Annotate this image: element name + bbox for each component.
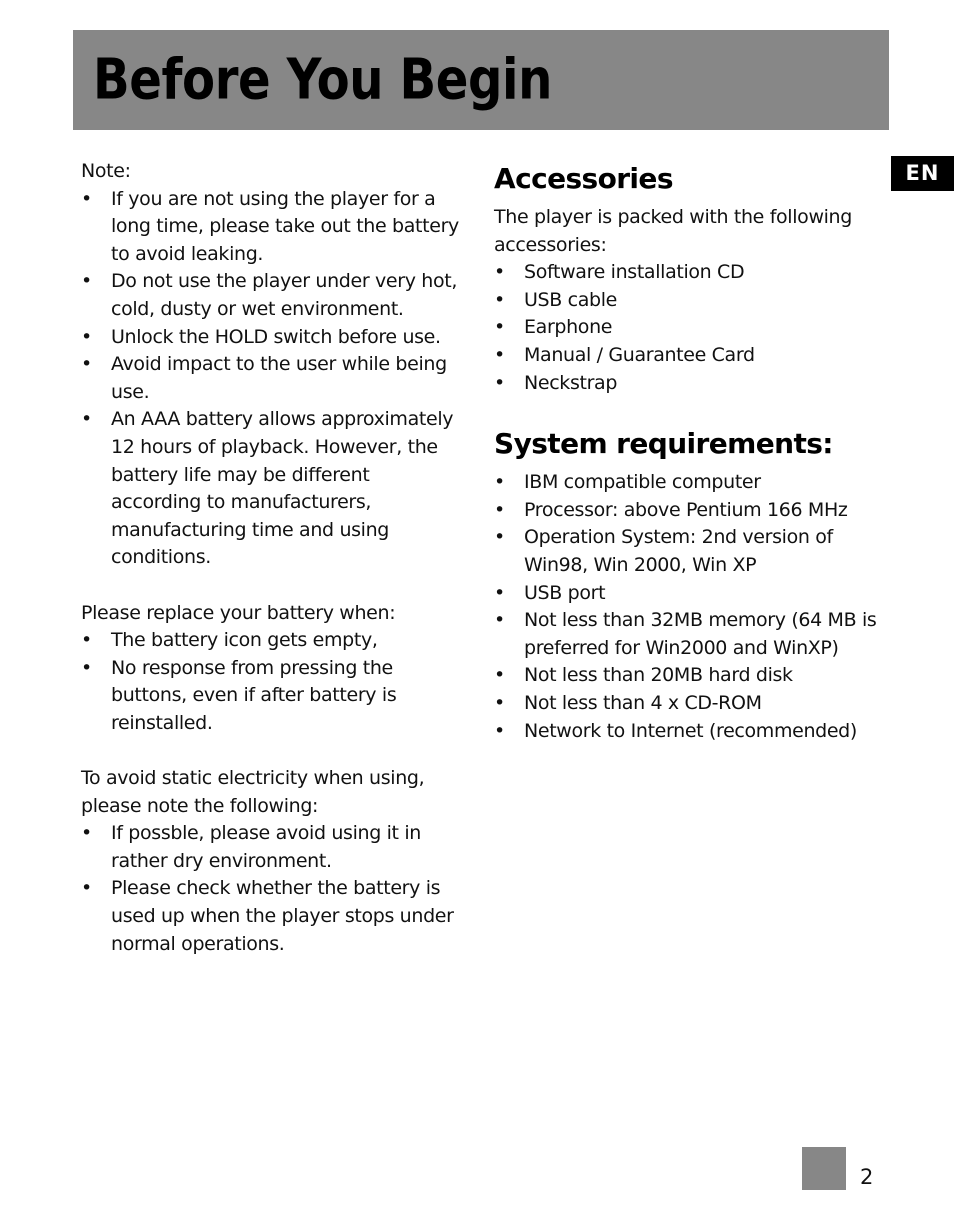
- bullet-icon: •: [81, 629, 92, 652]
- page-number: 2: [860, 1165, 874, 1189]
- list-item: [494, 580, 878, 608]
- note-label: Note:: [81, 160, 131, 182]
- list-item: [494, 662, 878, 690]
- bullet-icon: •: [494, 719, 505, 742]
- accessories-intro: The player is packed with the following accessories:: [494, 206, 852, 256]
- list-item: [81, 875, 465, 958]
- system-requirements-heading: System requirements:: [494, 427, 833, 461]
- accessories-heading: Accessories: [494, 162, 673, 195]
- static-list: [81, 820, 465, 958]
- bullet-icon: •: [494, 664, 505, 687]
- page-number-box: [802, 1147, 846, 1190]
- list-item: [494, 314, 878, 342]
- static-intro: To avoid static electricity when using, please note the following:: [81, 767, 425, 817]
- bullet-icon: •: [494, 691, 505, 714]
- bullet-icon: •: [81, 270, 92, 293]
- list-item-text: USB cable: [524, 288, 618, 311]
- bullet-icon: •: [494, 581, 505, 604]
- bullet-icon: •: [494, 288, 505, 311]
- bullet-icon: •: [81, 656, 92, 679]
- list-item: [494, 497, 878, 525]
- list-item-text: If you are not using the player for a long time, please take out the battery to avoid leaking.: [111, 187, 459, 265]
- list-item: [494, 287, 878, 315]
- left-column: [81, 158, 465, 958]
- bullet-icon: •: [81, 877, 92, 900]
- replace-intro: Please replace your battery when:: [81, 601, 396, 624]
- title-bar: [73, 30, 889, 130]
- right-column: [494, 160, 878, 745]
- list-item-text: If possble, please avoid using it in rather dry environment.: [111, 822, 421, 872]
- bullet-icon: •: [494, 609, 505, 632]
- bullet-icon: •: [81, 353, 92, 376]
- list-item: [494, 370, 878, 398]
- language-tab: EN: [891, 156, 954, 191]
- list-item-text: Avoid impact to the user while being use.: [111, 353, 447, 403]
- list-item-text: Please check whether the battery is used up when the player stops under normal operations.: [111, 877, 454, 955]
- replace-list: [81, 627, 465, 737]
- bullet-icon: •: [494, 526, 505, 549]
- list-item: [494, 342, 878, 370]
- list-item: [494, 690, 878, 718]
- list-item-text: No response from pressing the buttons, even if after battery is reinstalled.: [111, 656, 397, 734]
- list-item-text: IBM compatible computer: [524, 471, 761, 494]
- list-item-text: Neckstrap: [524, 371, 618, 394]
- list-item-text: USB port: [524, 581, 606, 604]
- bullet-icon: •: [494, 316, 505, 339]
- list-item-text: Manual / Guarantee Card: [524, 343, 755, 366]
- list-item: [81, 820, 465, 875]
- list-item-text: The battery icon gets empty,: [111, 629, 378, 652]
- page-title: Before You Begin: [93, 47, 552, 113]
- bullet-icon: •: [81, 325, 92, 348]
- bullet-icon: •: [494, 498, 505, 521]
- list-item: [81, 268, 465, 323]
- list-item: [81, 627, 465, 655]
- list-item-text: Earphone: [524, 316, 613, 339]
- list-item: [494, 469, 878, 497]
- list-item-text: Network to Internet (recommended): [524, 719, 857, 742]
- list-item-text: Do not use the player under very hot, cold, dusty or wet environment.: [111, 270, 458, 320]
- bullet-icon: •: [81, 822, 92, 845]
- list-item-text: Software installation CD: [524, 261, 745, 284]
- list-item: [81, 186, 465, 269]
- bullet-icon: •: [494, 471, 505, 494]
- notes-list: [81, 186, 465, 572]
- list-item-text: Operation System: 2nd version of Win98, Win 2000, Win XP: [524, 526, 833, 576]
- list-item: [494, 607, 878, 662]
- bullet-icon: •: [81, 408, 92, 431]
- bullet-icon: •: [494, 343, 505, 366]
- list-item-text: Not less than 20MB hard disk: [524, 664, 793, 687]
- list-item: [81, 324, 465, 352]
- list-item-text: Unlock the HOLD switch before use.: [111, 325, 441, 348]
- list-item: [494, 259, 878, 287]
- bullet-icon: •: [494, 261, 505, 284]
- bullet-icon: •: [81, 187, 92, 210]
- list-item-text: Processor: above Pentium 166 MHz: [524, 498, 848, 521]
- accessories-list: [494, 259, 878, 397]
- list-item: [81, 351, 465, 406]
- list-item: [81, 655, 465, 738]
- list-item: [494, 718, 878, 746]
- list-item-text: Not less than 32MB memory (64 MB is preferred for Win2000 and WinXP): [524, 609, 877, 659]
- list-item: [81, 406, 465, 572]
- system-requirements-list: [494, 469, 878, 745]
- list-item-text: Not less than 4 x CD-ROM: [524, 691, 762, 714]
- list-item-text: An AAA battery allows approximately 12 hours of playback. However, the battery life may be different according to manufacturers, manufacturing time and using conditions.: [111, 408, 454, 569]
- list-item: [494, 524, 878, 579]
- bullet-icon: •: [494, 371, 505, 394]
